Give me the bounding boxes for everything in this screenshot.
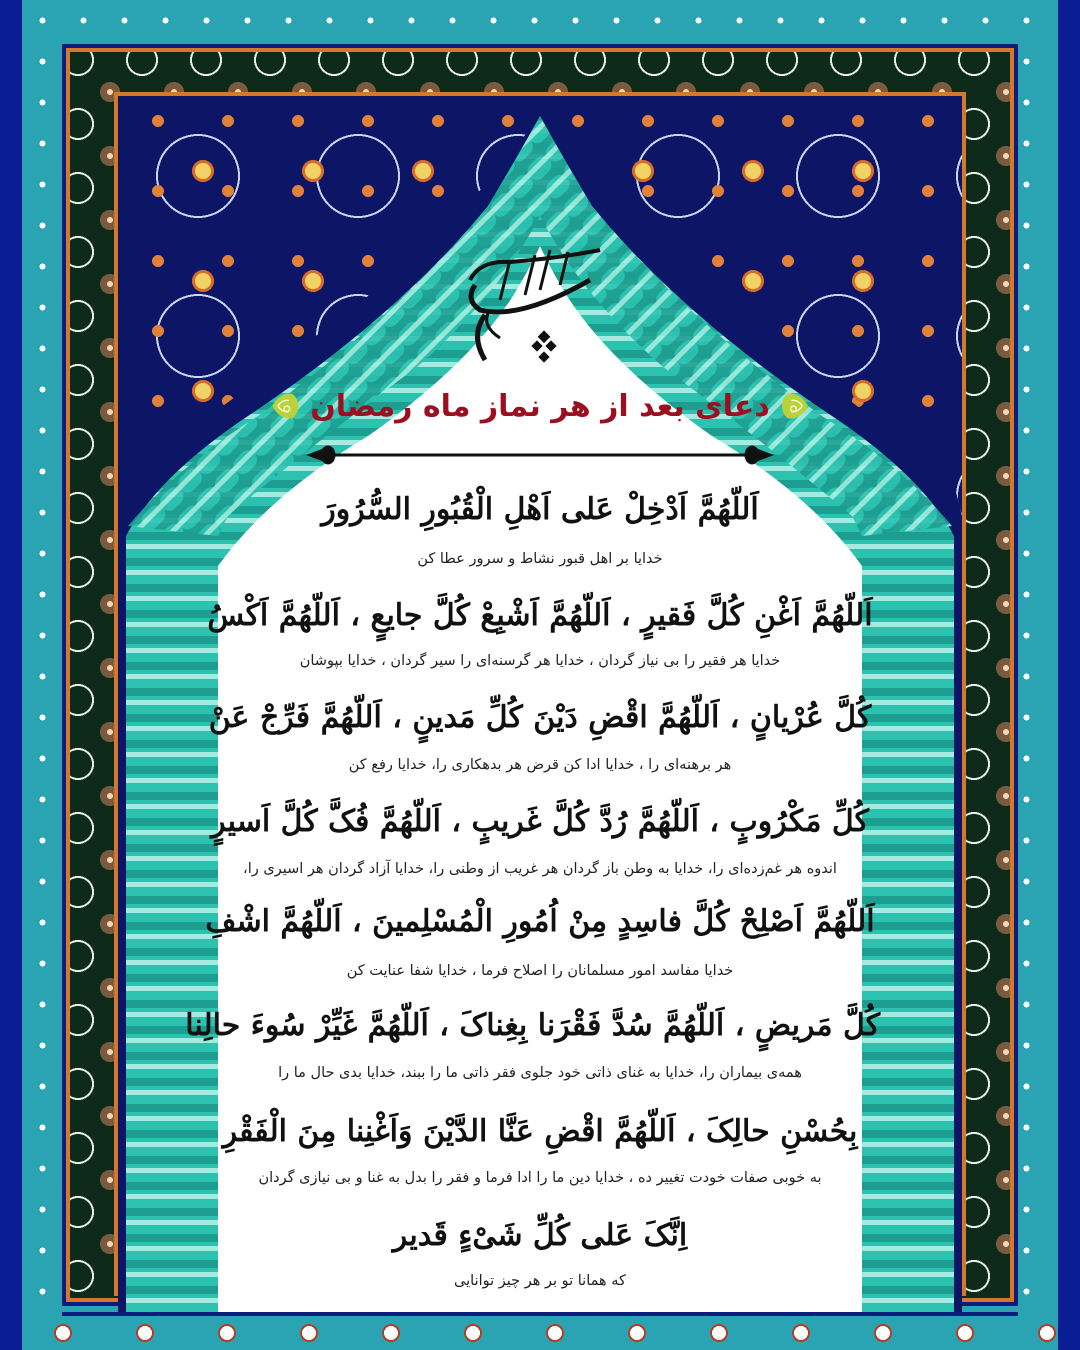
verse-8-arabic: اِنَّکَ عَلی کُلِّ شَیْءٍ قَدیر [392, 1218, 688, 1253]
basmala-calligraphy [440, 240, 610, 370]
verse-1-persian: خدایا بر اهل قبور نشاط و سرور عطا کن [417, 551, 663, 567]
verse-7-persian: به خوبی صفات خودت تغییر ده ، خدایا دین ما را ادا فرما و فقر را بدل به غنا و بی نیازی گردان [258, 1170, 822, 1186]
title-banner [270, 378, 810, 434]
verse-4-arabic: کُلِّ مَکْرُوبٍ ، اَللّهُمَّ رُدَّ کُلَّ غَریبٍ ، اَللّهُمَّ فُکَّ کُلَّ اَسیرٍ [211, 804, 869, 839]
verse-5-arabic: اَللّهُمَّ اَصْلِحْ کُلَّ فاسِدٍ مِنْ اُمُورِ الْمُسْلِمینَ ، اَللّهُمَّ اشْفِ [205, 904, 875, 939]
right-green-ornament-icon [780, 380, 810, 432]
verse-4-persian: اندوه هر غم‌زده‌ای را، خدایا به وطن باز گردان هر غریب از وطنی را، خدایا آزاد گردان هر اسیری را، [243, 861, 837, 877]
verse-5-persian: خدایا مفاسد امور مسلمانان را اصلاح فرما ، خدایا شفا عنایت کن [346, 963, 734, 979]
verse-6-arabic: کُلَّ مَریضٍ ، اَللّهُمَّ سُدَّ فَقْرَنا بِغِناکَ ، اَللّهُمَّ غَیِّرْ سُوءَ حالِنا [185, 1008, 880, 1043]
page-title: دعای بعد از هر نماز ماه رمضان [310, 388, 770, 424]
verse-1-arabic: اَللّهُمَّ اَدْخِلْ عَلی اَهْلِ الْقُبُورِ السُّرُورَ [321, 492, 759, 527]
verse-2-arabic: اَللّهُمَّ اَغْنِ کُلَّ فَقیرٍ ، اَللّهُمَّ اَشْبِعْ کُلَّ جایعٍ ، اَللّهُمَّ اَکْسُ [207, 598, 873, 633]
left-green-ornament-icon [270, 380, 300, 432]
divider-right-finial-icon [744, 446, 774, 465]
turquoise-floral-border-bottom [22, 1316, 1058, 1350]
verse-8-persian: که همانا تو بر هر چیز توانایی [454, 1273, 626, 1289]
title-divider [300, 440, 780, 470]
verse-3-persian: هر برهنه‌ای را ، خدایا ادا کن قرض هر بدهکاری را، خدایا رفع کن [348, 757, 732, 773]
verse-2-persian: خدایا هر فقیر را بی نیاز گردان ، خدایا هر گرسنه‌ای را سیر گردان ، خدایا بپوشان [299, 653, 781, 669]
verse-3-arabic: کُلَّ عُرْیانٍ ، اَللّهُمَّ اقْضِ دَیْنَ کُلِّ مَدینٍ ، اَللّهُمَّ فَرِّجْ عَنْ [208, 700, 872, 735]
verse-6-persian: همه‌ی بیماران را، خدایا به غنای ذاتی خود جلوی فقر ذاتی ما را ببند، خدایا بدی حال ما را [278, 1065, 802, 1081]
verse-7-arabic: بِحُسْنِ حالِکَ ، اَللّهُمَّ اقْضِ عَنَّا الدَّیْنَ وَاَغْنِنا مِنَ الْفَقْرِ [222, 1114, 858, 1149]
divider-left-finial-icon [306, 446, 336, 465]
